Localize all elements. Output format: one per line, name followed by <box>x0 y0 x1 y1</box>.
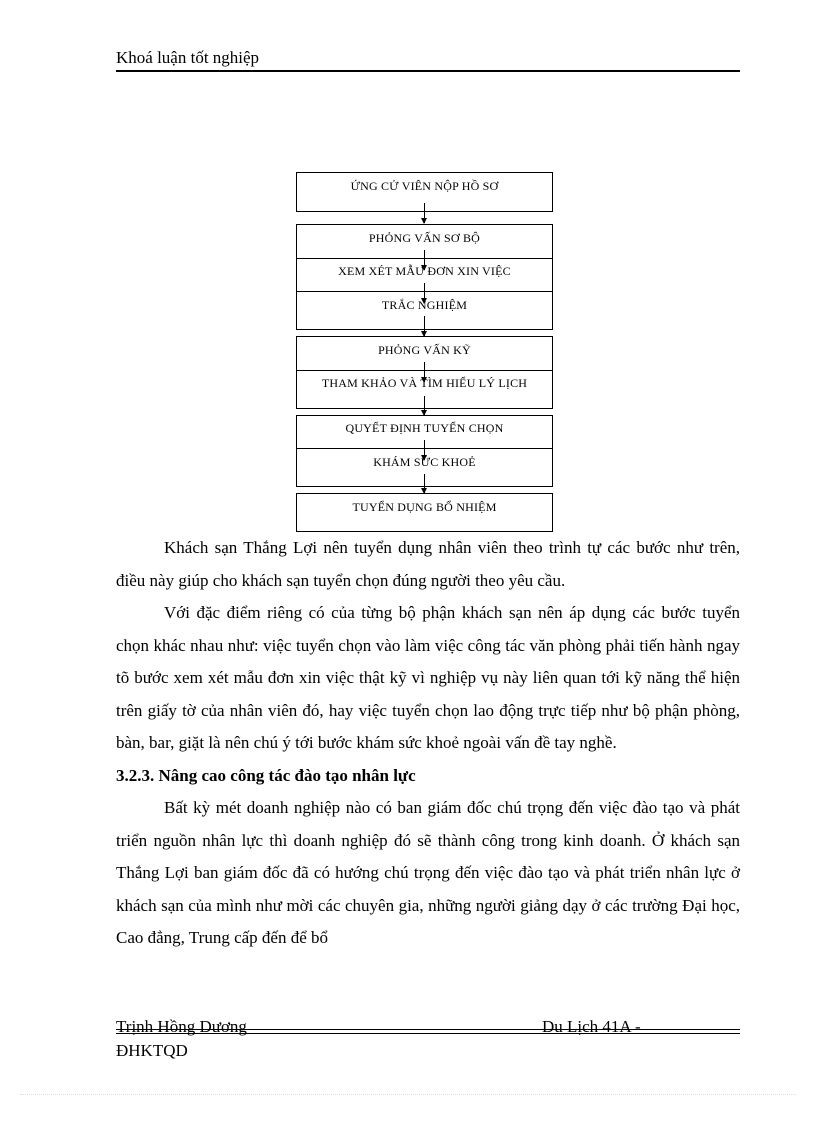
footer-author: Trịnh Hồng Dương <box>116 1017 247 1036</box>
page-edge-divider <box>20 1094 796 1095</box>
body-text <box>116 532 740 955</box>
flow-step-label: ỨNG CỬ VIÊN NỘP HỒ SƠ <box>350 179 499 193</box>
paragraph-3: Bất kỳ mét doanh nghiệp nào có ban giám đốc chú trọng đến việc đào tạo và phát triển nguồn nhân lực thì doanh nghiệp đó sẽ thành công trong kinh doanh. Ở khách sạn Thắng Lợi ban giám đốc đã có hướng chú trọng đến việc đào tạo và phát triển nhân lực ở khách sạn của mình như mời các chuyên gia, những người giảng dạy ở các trường Đại học, Cao đẳng, Trung cấp đến để bổ <box>116 798 740 947</box>
paragraph-2: Với đặc điểm riêng có của từng bộ phận khách sạn nên áp dụng các bước tuyển chọn khác nhau như: việc tuyển chọn vào làm việc công tác văn phòng phải tiến hành ngay tõ bước xem xét mẫu đơn xin việc thật kỹ vì nghiệp vụ này liên quan tới kỹ năng thể hiện trên giấy tờ của nhân viên đó, hay việc tuyển chọn lao động trực tiếp như bộ phận phòng, bàn, bar, giặt là nên chú ý tới bước khám sức khoẻ ngoài vấn đề tay nghề. <box>116 603 740 752</box>
header-title: Khoá luận tốt nghiệp <box>116 48 260 67</box>
recruitment-flowchart <box>0 0 816 540</box>
flow-arrow <box>424 203 425 223</box>
flow-step-label: TUYỂN DỤNG BỔ NHIỆM <box>352 500 497 514</box>
footer-school: ĐHKTQD <box>116 1041 188 1060</box>
flow-step-label: KHÁM SỨC KHOẺ <box>373 455 476 469</box>
flow-arrow <box>424 396 425 415</box>
flow-arrow <box>424 316 425 336</box>
footer-rule <box>116 1029 740 1030</box>
flow-arrow <box>424 474 425 493</box>
paragraph-1: Khách sạn Thắng Lợi nên tuyển dụng nhân viên theo trình tự các bước như trên, điều này giúp cho khách sạn tuyển chọn đúng người theo yêu cầu. <box>116 538 740 590</box>
footer-class: Du Lịch 41A - <box>542 1017 641 1036</box>
footer-rule <box>116 1033 740 1034</box>
flow-step-label: PHỎNG VẤN KỸ <box>378 343 471 357</box>
flow-step-label: TRẮC NGHIỆM <box>381 298 468 312</box>
flow-step-label: THAM KHẢO VÀ TÌM HIỂU LÝ LỊCH <box>321 376 528 390</box>
flow-step-label: PHỎNG VẤN SƠ BỘ <box>368 231 481 245</box>
section-heading: 3.2.3. Nâng cao công tác đào tạo nhân lực <box>116 765 416 785</box>
flow-step-label: XEM XÉT MẪU ĐƠN XIN VIỆC <box>338 264 511 278</box>
flow-step-label: QUYẾT ĐỊNH TUYỂN CHỌN <box>345 421 504 435</box>
